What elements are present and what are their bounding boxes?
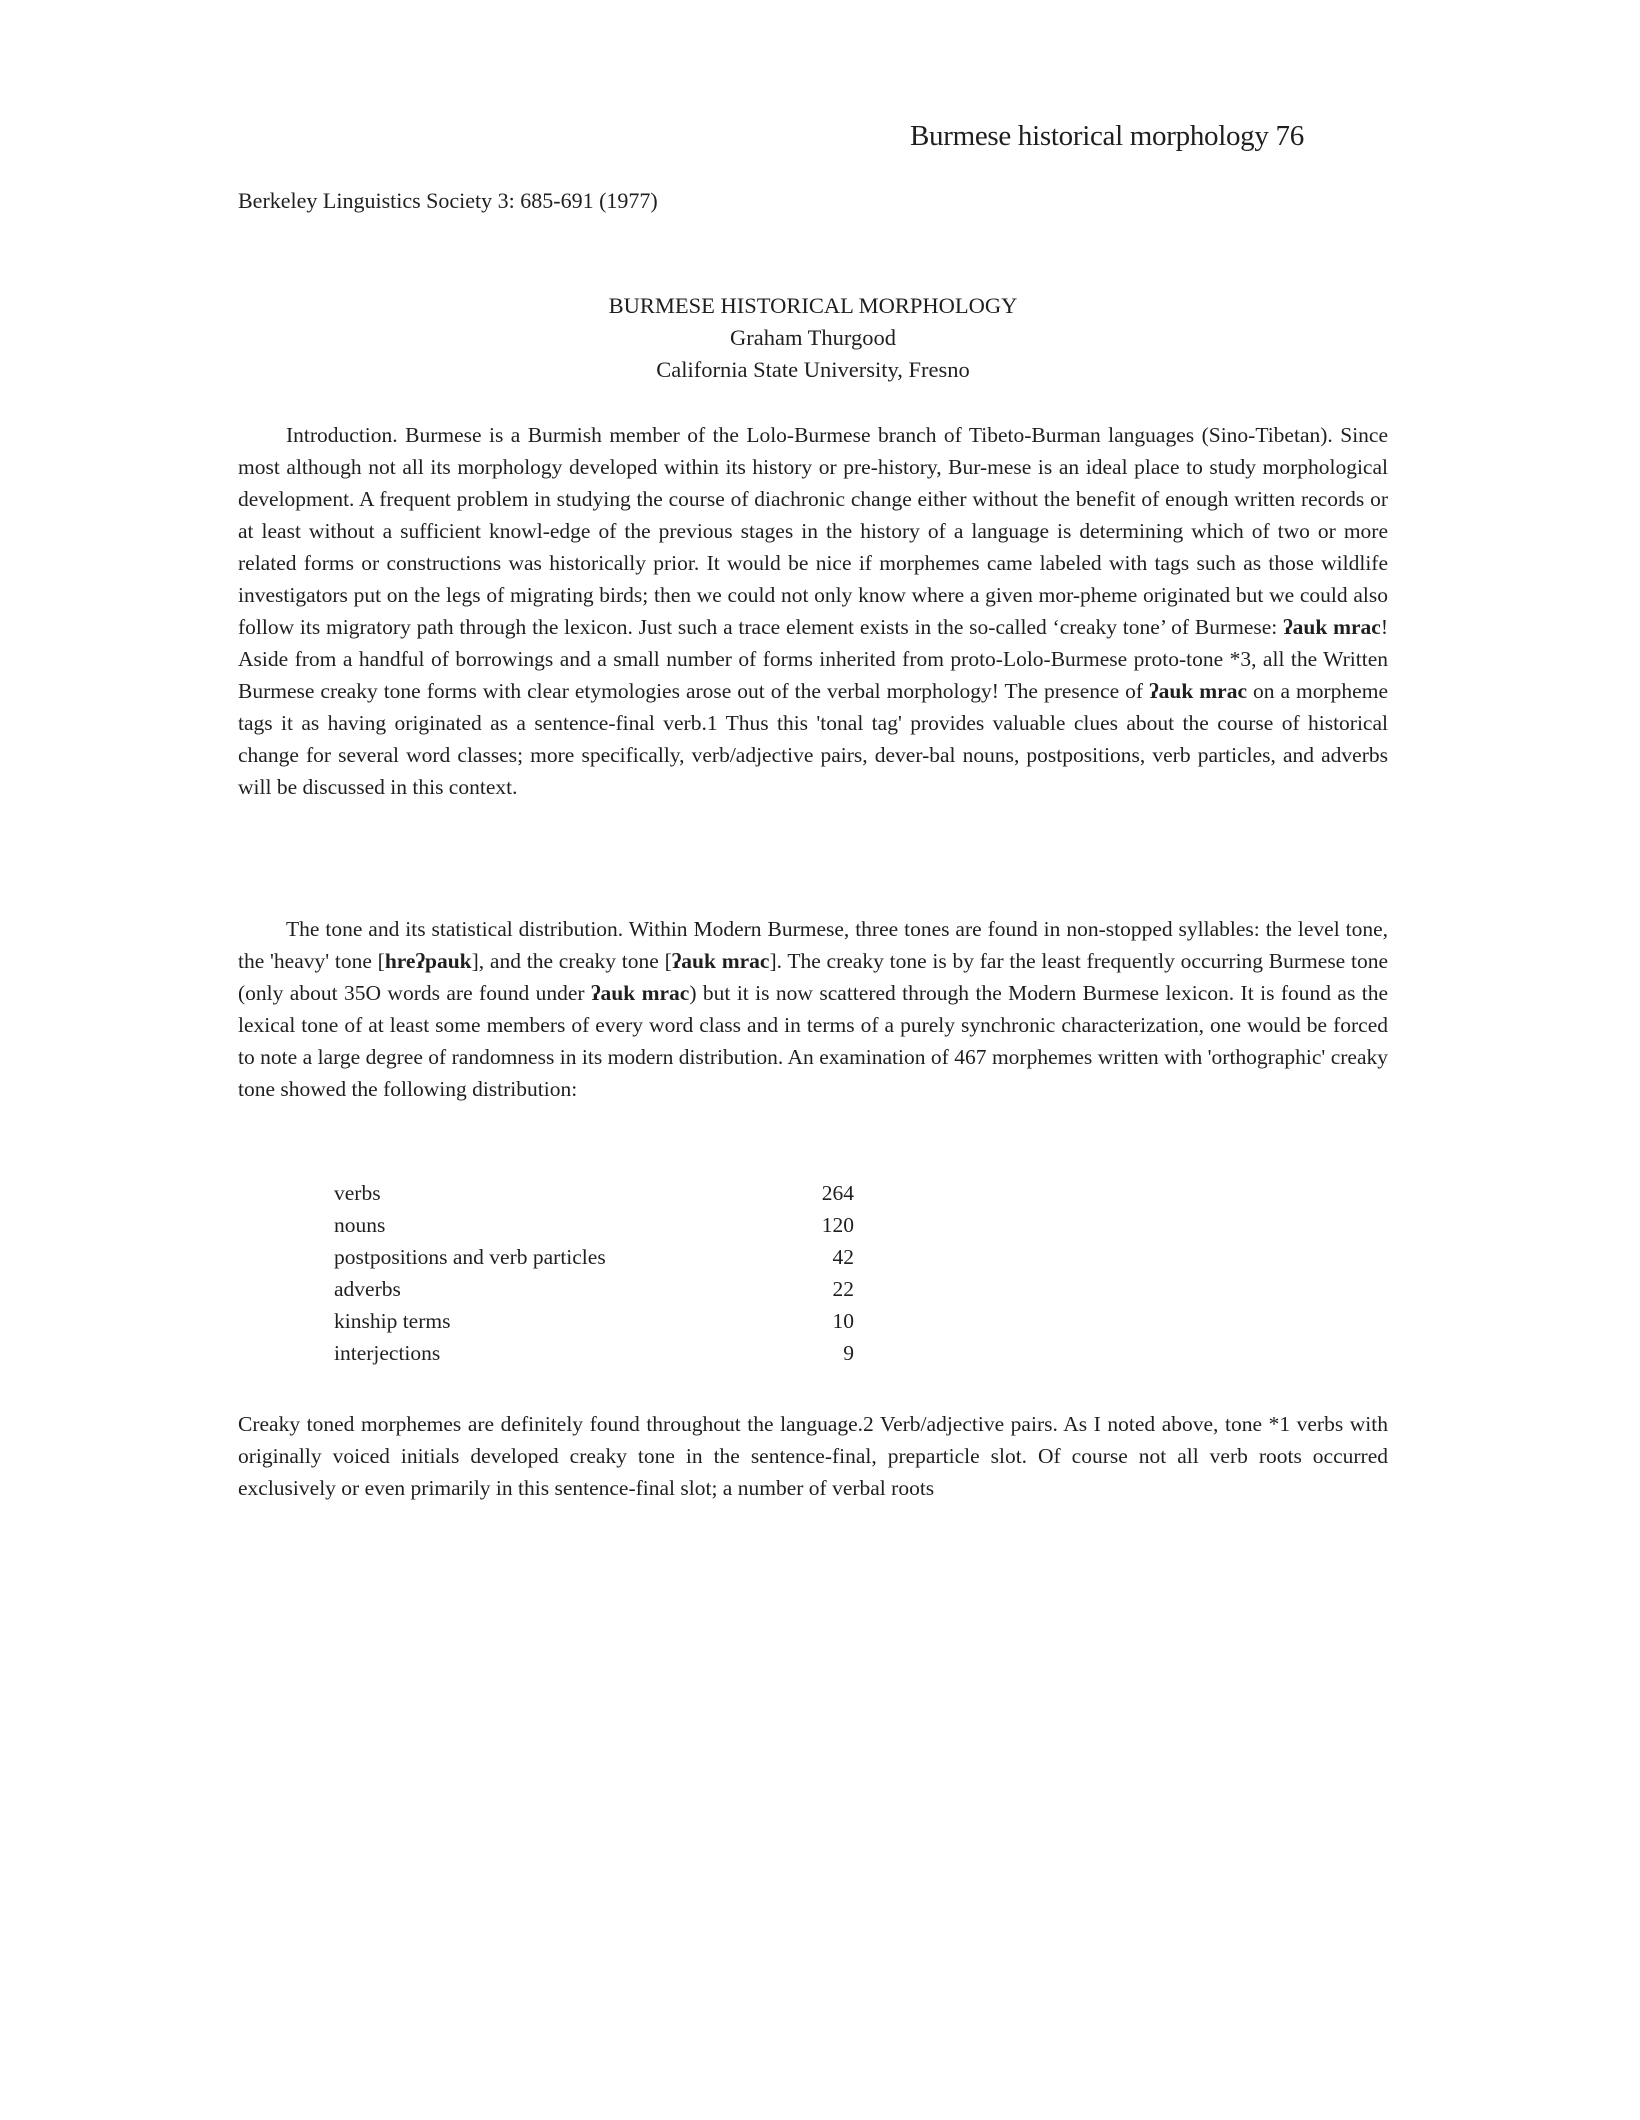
row-label: verbs (334, 1181, 381, 1205)
tone-distribution-paragraph (238, 913, 1388, 1105)
table-row (334, 1209, 854, 1241)
citation: Berkeley Linguistics Society 3: 685-691 (1977) (238, 188, 658, 213)
tone-term-3: ʔauk mrac (590, 981, 690, 1005)
intro-text-1: Introduction. Burmese is a Burmish member of the Lolo-Burmese branch of Tibeto-Burman languages (Sino-Tibetan). Since most although not all its morphology developed within its history or pre-history, Bur-mese is an ideal place to study morphological development. A frequent problem in studying the course of diachronic change either without the benefit of enough written records or at least without a sufficient knowl-edge of the previous stages in the history of a language is determining which of two or more related forms or constructions was historically prior. It would be nice if morphemes came labeled with tags such as those wildlife investigators put on the legs of migrating birds; then we could not only know where a given mor-pheme originated but we could also follow its migratory path through the lexicon. Just such a trace element exists in the so-called ‘creaky tone’ of Burmese: (238, 423, 1388, 639)
table-row (334, 1273, 854, 1305)
table-row (334, 1241, 854, 1273)
paper-title: BURMESE HISTORICAL MORPHOLOGY (608, 293, 1018, 318)
table-row (334, 1177, 854, 1209)
tone-text-3: ]. The creaky tone is by far the least frequently occurring Burmese tone (only about 35O words are found under (238, 949, 1389, 1005)
row-count: 22 (832, 1277, 854, 1301)
author-name: Graham Thurgood (729, 325, 896, 350)
row-label: nouns (334, 1213, 386, 1237)
row-label: kinship terms (334, 1309, 451, 1333)
intro-term-1: ʔauk mrac (1283, 615, 1381, 639)
row-label: adverbs (334, 1277, 401, 1301)
row-count: 9 (843, 1341, 854, 1365)
title-block (238, 290, 1388, 386)
running-head: Burmese historical morphology 76 (910, 120, 1304, 152)
row-label: interjections (334, 1341, 441, 1365)
tone-term-2: ʔauk mrac (671, 949, 770, 973)
intro-text-2: ! Aside from a handful of borrowings and a small number of forms inherited from proto-Lolo-Burmese proto-tone *3, all the Written Burmese creaky tone forms with clear etymologies arose out of the verbal morphology! The presence of (238, 615, 1389, 703)
tone-term-1: hreʔpauk (384, 949, 472, 973)
table-row (334, 1305, 854, 1337)
author-affiliation: California State University, Fresno (656, 357, 970, 382)
tone-text-1: The tone and its statistical distribution. Within Modern Burmese, three tones are found in non-stopped syllables: the level tone, the 'heavy' tone [ (238, 917, 1388, 973)
tone-text-2: ], and the creaky tone [ (471, 949, 672, 973)
row-count: 42 (832, 1245, 854, 1269)
introduction-paragraph (238, 419, 1388, 803)
row-count: 10 (832, 1309, 854, 1333)
intro-text-3: on a morpheme tags it as having originated as a sentence-final verb.1 Thus this 'tonal tag' provides valuable clues about the course of historical change for several word classes; more specifically, verb/adjective pairs, dever-bal nouns, postpositions, verb particles, and adverbs will be discussed in this context. (238, 679, 1388, 799)
row-label: postpositions and verb particles (334, 1245, 606, 1269)
row-count: 120 (821, 1213, 854, 1237)
intro-term-2: ʔauk mrac (1149, 679, 1248, 703)
distribution-table (334, 1177, 854, 1369)
tone-text-4: ) but it is now scattered through the Modern Burmese lexicon. It is found as the lexical tone of at least some members of every word class and in terms of a purely synchronic characterization, one would be forced to note a large degree of randomness in its modern distribution. An examination of 467 morphemes written with 'orthographic' creaky tone showed the following distribution: (238, 981, 1389, 1101)
table-row (334, 1337, 854, 1369)
row-count: 264 (821, 1181, 854, 1205)
closing-paragraph: Creaky toned morphemes are definitely found throughout the language.2 Verb/adjective pairs. As I noted above, tone *1 verbs with originally voiced initials developed creaky tone in the sentence-final, preparticle slot. Of course not all verb roots occurred exclusively or even primarily in this sentence-final slot; a number of verbal roots (238, 1412, 1388, 1500)
